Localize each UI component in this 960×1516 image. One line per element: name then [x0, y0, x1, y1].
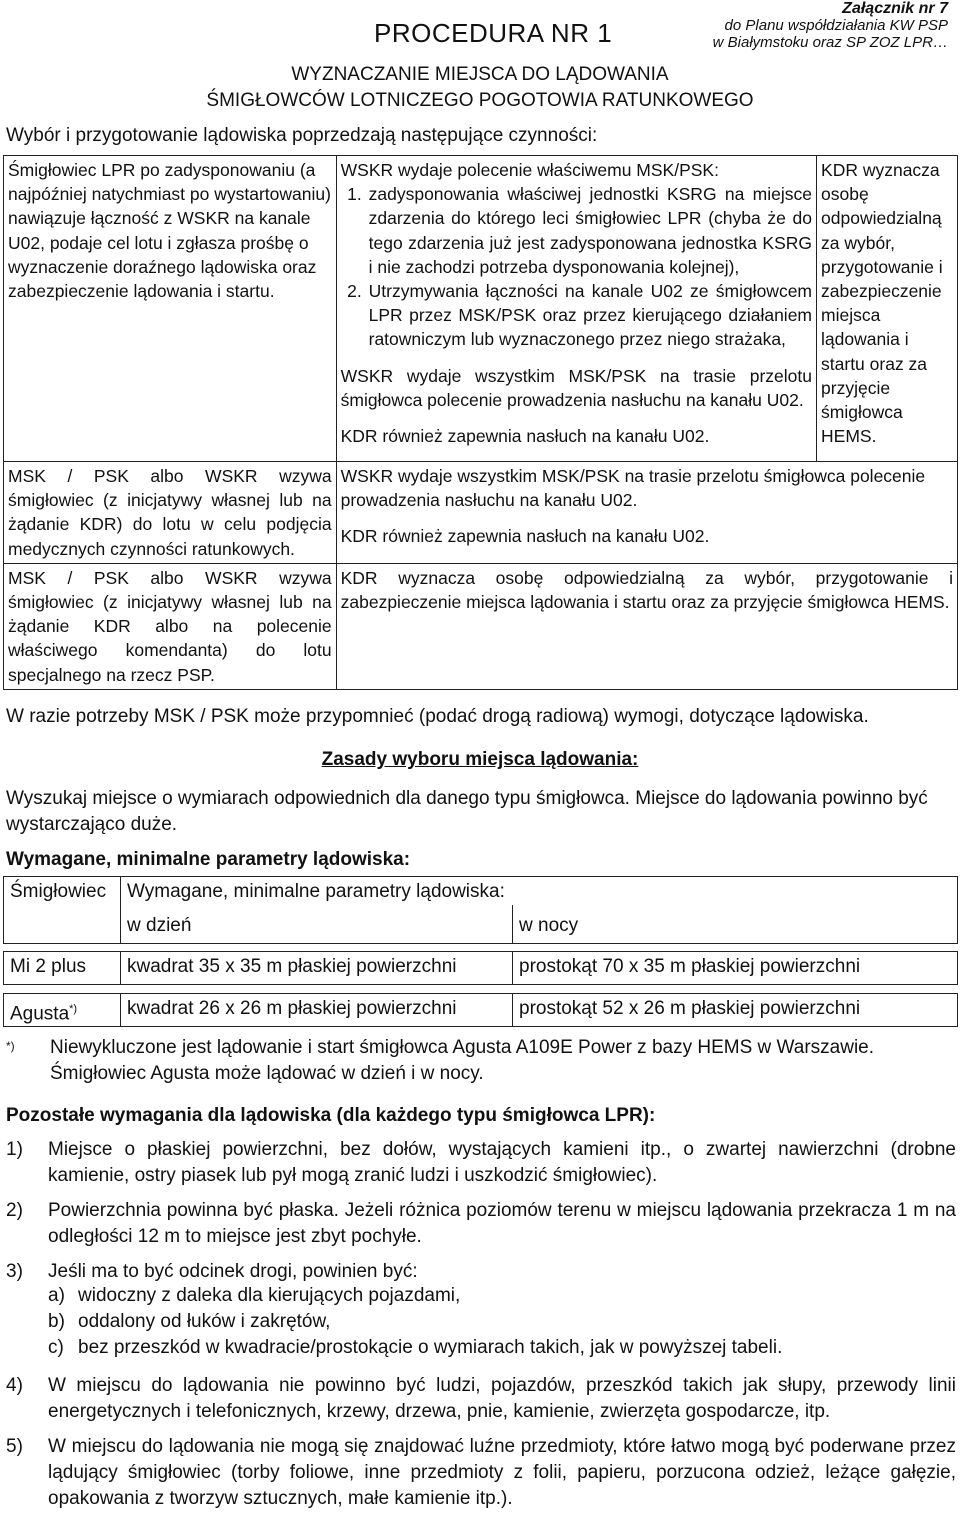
sub-item — [48, 1337, 782, 1359]
footnote-line-1: Niewykluczone jest lądowanie i start śmigłowca Agusta A109E Power z bazy HEMS w Warszawie. — [50, 1037, 875, 1058]
sub-item-text: bez przeszkód w kwadracie/prostokącie o wymiarach takich, jak w powyższej tabeli. — [78, 1337, 783, 1358]
helicopter-name: Agusta — [10, 1003, 70, 1025]
rules-heading: Zasady wyboru miejsca lądowania: — [321, 749, 639, 770]
header-helicopter-label: Śmigłowiec — [10, 881, 107, 902]
table-row-heli — [3, 993, 121, 1027]
table-row-day — [120, 993, 513, 1027]
footnote-mark: *) — [6, 1039, 15, 1053]
procedure-row-1 — [4, 156, 958, 462]
item-text: Powierzchnia powinna być płaska. Jeżeli różnica poziomów terenu w miejscu lądowania przekracza 1 m na odległości 12 m to miejsce jest zbyt pochyłe. — [48, 1200, 956, 1247]
annex-title: Załącznik nr 7 — [842, 0, 948, 17]
table-row-heli — [3, 951, 121, 985]
row3-left-text: MSK / PSK albo WSKR wzywa śmigłowiec (z inicjatywy własnej lub na żądanie KDR albo na polecenie właściwego komendanta) do lotu specjalnego na rzecz PSP. — [8, 567, 332, 685]
row3-left-cell — [4, 563, 337, 689]
item-number: 3) — [6, 1261, 23, 1282]
row1-right-text: KDR wyznacza osobę odpowiedzialną za wybór, przygotowanie i zabezpieczenie miejsca lądowania i startu oraz za przyjęcie śmigłowca HEMS. — [821, 160, 943, 447]
procedure-row-3 — [4, 563, 958, 689]
table-row-night — [512, 993, 958, 1027]
item-text: Jeśli ma to być odcinek drogi, powinien być: — [48, 1261, 418, 1282]
row3-right-text: KDR wyznacza osobę odpowiedzialną za wybór, przygotowanie i zabezpieczenie miejsca lądowania i startu oraz za przyjęcie śmigłowca HEMS. — [340, 567, 953, 613]
rules-text: Wyszukaj miejsce o wymiarach odpowiednich dla danego typu śmigłowca. Miejsce do lądowania powinno być wystarczająco duże. — [6, 788, 928, 835]
item-text: W miejscu do lądowania nie mogą się znajdować luźne przedmioty, które łatwo mogą być poderwane przez lądujący śmigłowiec (torby foliowe, inne przedmioty z folii, papieru, porzucona odzież, leżące gałęzie, opakowania z tworzyw sztucznych, małe kamienie itp.). — [48, 1436, 956, 1509]
annex-line-1: do Planu współdziałania KW PSP — [724, 17, 948, 34]
sub-item-letter: a) — [48, 1285, 65, 1306]
table-row-night — [512, 951, 958, 985]
row1-middle-list — [341, 182, 812, 351]
annex-note — [713, 0, 948, 51]
list-item: 2. Utrzymywania łączności na kanale U02 ze śmigłowcem LPR przez MSK/PSK oraz przez kierującego działaniem ratowniczym lub wyznaczonego przez niego strażaka, — [367, 279, 812, 352]
footnote-line-2: Śmigłowiec Agusta może lądować w dzień i w nocy. — [50, 1063, 484, 1084]
item-number: 5) — [6, 1436, 23, 1457]
item-number: 4) — [6, 1375, 23, 1396]
row2-left-text: MSK / PSK albo WSKR wzywa śmigłowiec (z inicjatywy własnej lub na żądanie KDR) do lotu w celu podjęcia medycznych czynności ratunkowych. — [8, 466, 332, 559]
list-item: 1. zadysponowania właściwej jednostki KSRG na miejsce zdarzenia do którego leci śmigłowiec LPR (chyba że do tego zdarzenia już jest zadysponowana jednostka KSRG i nie zachodzi potrzeba dysponowania kolejnej), — [367, 182, 812, 279]
annex-line-2: w Białymstoku oraz SP ZOZ LPR… — [712, 34, 948, 51]
sub-item-text: oddalony od łuków i zakrętów, — [78, 1311, 331, 1332]
row1-middle-cell — [336, 156, 816, 462]
header-night-label: w nocy — [519, 915, 579, 936]
title-line-1: WYZNACZANIE MIEJSCA DO LĄDOWANIA — [291, 64, 669, 85]
sub-item-text: widoczny z daleka dla kierujących pojazdami, — [78, 1285, 461, 1306]
row1-middle-intro: WSKR wydaje polecenie właściwemu MSK/PSK: — [340, 160, 719, 180]
header-day-label: w dzień — [127, 915, 192, 936]
reminder-text: W razie potrzeby MSK / PSK może przypomnieć (podać drogą radiową) wymogi, dotyczące lądowiska. — [6, 706, 869, 727]
sub-item-letter: c) — [48, 1337, 64, 1358]
footnote-marker: *) — [69, 1003, 78, 1015]
sub-item-letter: b) — [48, 1311, 65, 1332]
header-night — [512, 905, 958, 944]
night-requirement: prostokąt 52 x 26 m płaskiej powierzchni — [519, 998, 861, 1019]
row3-right-cell — [336, 563, 957, 689]
item-text: Miejsce o płaskiej powierzchni, bez dołów, wystających kamieni itp., o zwartej nawierzchni (drobne kamienie, ostry piasek lub pył mogą zranić ludzi i uszkodzić śmigłowiec). — [48, 1139, 956, 1186]
row2-right-p2: KDR również zapewnia nasłuch na kanału U02. — [340, 526, 710, 547]
procedure-number: PROCEDURA NR 1 — [374, 18, 613, 48]
header-day — [120, 905, 513, 944]
row2-right-p1: WSKR wydaje wszystkim MSK/PSK na trasie przelotu śmigłowca polecenie prowadzenia nasłuchu na kanału U02. — [340, 466, 926, 511]
footnote-text — [50, 1035, 950, 1087]
requirements-heading: Pozostałe wymagania dla lądowiska (dla każdego typu śmigłowca LPR): — [6, 1105, 656, 1126]
row1-right-cell — [817, 156, 958, 462]
intro-text: Wybór i przygotowanie lądowiska poprzedzają następujące czynności: — [6, 125, 598, 146]
params-heading: Wymagane, minimalne parametry lądowiska: — [6, 849, 411, 870]
sub-item — [48, 1311, 330, 1333]
procedure-row-2 — [4, 462, 958, 564]
title-line-2: ŚMIGŁOWCÓW LOTNICZEGO POGOTOWIA RATUNKOWEGO — [206, 90, 754, 111]
sub-item — [48, 1285, 460, 1307]
row1-left-text: Śmigłowiec LPR po zadysponowaniu (a najpóźniej natychmiast po wystartowaniu) nawiązuje łączność z WSKR na kanale U02, podaje cel lotu i zgłasza prośbę o wyznaczenie doraźnego lądowiska oraz zabezpieczenie lądowania i startu. — [8, 160, 331, 302]
row1-left-cell — [4, 156, 337, 462]
row1-middle-p3: KDR również zapewnia nasłuch na kanału U02. — [340, 426, 710, 447]
item-number: 2) — [6, 1200, 23, 1221]
table-row-day — [120, 951, 513, 985]
night-requirement: prostokąt 70 x 35 m płaskiej powierzchni — [519, 956, 861, 977]
procedure-table — [3, 155, 958, 690]
header-params-label: Wymagane, minimalne parametry lądowiska: — [127, 881, 505, 902]
row2-right-cell — [336, 462, 957, 564]
header-params — [120, 876, 958, 906]
header-helicopter — [3, 876, 121, 944]
row2-left-cell — [4, 462, 337, 564]
helicopter-name: Mi 2 plus — [10, 956, 87, 977]
day-requirement: kwadrat 26 x 26 m płaskiej powierzchni — [127, 998, 457, 1019]
row1-middle-p2: WSKR wydaje wszystkim MSK/PSK na trasie przelotu śmigłowca polecenie prowadzenia nasłuchu na kanału U02. — [340, 365, 813, 410]
item-text: W miejscu do lądowania nie powinno być ludzi, pojazdów, przeszkód takich jak słupy, przewody linii energetycznych i telefonicznych, krzewy, drzewa, pnie, kamienie, zwierzęta gospodarcze, itp. — [48, 1375, 956, 1422]
item-number: 1) — [6, 1139, 23, 1160]
footnote — [6, 1035, 956, 1087]
day-requirement: kwadrat 35 x 35 m płaskiej powierzchni — [127, 956, 457, 977]
